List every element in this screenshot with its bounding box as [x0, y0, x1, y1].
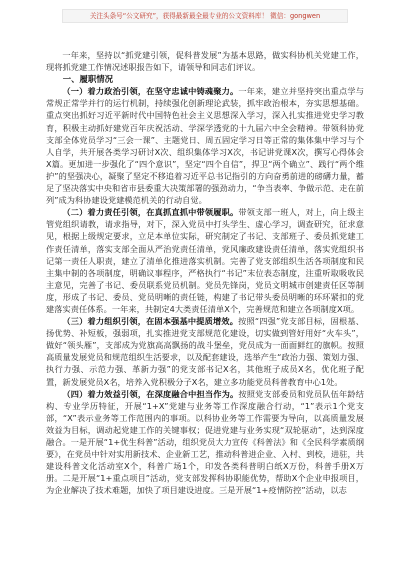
item-paragraph-organization: [46, 315, 364, 388]
item-paragraph-political: [46, 85, 364, 206]
item-body: 带领支部一班人，对上，向上级主管党组织请教，请求指导，对下，深入党员中打头学生、虚心学习，调查研究，征求意见，根据上级规定要求，立足本单位实际，研究制定了书记、支部班子、委员抓党建工作责任清单，落实支部全面从严治党责任清单，党风廉政建设责任清单，落实党组织书记第一责任人职责，建立了清单化推进落实机制。完善了党支部组织生活各项制度和民主集中制的各项制度，明确议事程序，严格执行“书记”末位表态制度，注重听取吸收民主意见，完善了书记、委员联系党员机制。党员先锋岗，党员文明城市创建责任区等制度，形成了书记、委员、党员明晰的责任链，构建了书记带头委员明晰的环环紧扣的党建落实责任体系。一年来，共制定4大类责任清单X个，完善规范和建立各项制度X项。: [46, 207, 364, 314]
item-paragraph-responsibility: [46, 206, 364, 315]
item-heading: （四）着力效益引领，在深度融合中担当作为。: [62, 388, 239, 399]
item-heading: （三）着力组织引领，在固本强基中提质增效。: [62, 316, 239, 327]
item-body: 按照党支部委员和党员队伍年龄结构、专业学历特征，开展“1+X”党建与业务等工作深度融合行动，“1”表示1个党支部，“X”表示业务等工作范围内的事项。以科协业务等工作需要为导向，以高质量发展效益为目标，调动起党建工作的关键事权；促进党建与业务实现“双轮驱动”，达到深度融合。一是开展“1+优生科普”活动，组织党员大力宣传《科普法》和《全民科学素质纲要》，在党员中针对实用新技术、企业新工艺，推动科普进企业、入村、到校，进驻，共建设科普文化活动室X个，科普广场1个，印发各类科普明白纸X万份，科普手册X万册。二是开展“1+重点项目”活动，党支部发挥科协职能优势，帮助X个企业申报项目，为企业解决了技术难题，加快了项目建设进度。三是开展“1+疫情防控”活动，以志: [46, 388, 364, 496]
item-paragraph-efficiency: [46, 388, 364, 497]
section-heading-performance: 一、履职情况: [62, 74, 114, 85]
item-heading: （一）着力政治引领，在坚守忠诚中铸魂聚力。: [62, 86, 239, 97]
item-body: 一年来，建立并坚持突出重点学与常规正常学并行的运行机制，持续强化创新理论武装，抓牢政治根本，夯实思想基础。重点突出抓好习近平新时代中国特色社会主义思想深入学习，深入扎实推进党史学习教育，积极主动抓好建党百年庆祝活动、学深学透党的十九届六中全会精神。带领科协党支部全体党员学习“三会一课”、主题党日、周五固定学习日等正常的集体集中学习与个人自学，共开展各类学习研讨X次、组织集体学习X次，书记讲党课X次，撰写心得体会X篇。更加进一步强化了“四个意识”，坚定“四个自信”，捍卫“两个确立”、践行“两个维护”的坚强决心，凝聚了坚定不移追着习近平总书记指引的方向奋勇前进的磅礴力量，蓄足了坚决落实中央和省市县委重大决策部署的强劲动力，“争当表率、争做示范、走在前列”成为科协建设党建模范机关的行动自觉。: [46, 86, 364, 206]
intro-paragraph: 一年来，坚持以“抓党建引领，促科普发展”为基本思路，做实科协机关党建工作，现将抓党建工作情况述职报告如下，请领导和同志们评议。: [46, 50, 364, 73]
item-heading: （二）着力责任引领，在真抓直抓中带领履职。: [62, 207, 239, 218]
item-body: 按照“四强”党支部目标，固根基、扬优势、补短板，强弱项，扎实推进党支部规范化建设，切实做到管好用好“火车头”，做好“领头雁”，支部成为党旗高高飘扬的战斗堡垒，党员成为一面面鲜红的旗帜。按照高质量发展党员和规范组织生活要求，以及配套建设，选举产生“政治力强、策划力强、执行力强、示范力强、革新力强”的党支部书记X名，其他班子成员X名，优化班子配置，新发展党员X名，培养入党积极分子X名，建立多功能党员科普教育中心1处。: [46, 316, 364, 387]
promo-banner: 关注头条号“公文研究”，获得最新最全最专业的公文资料库！ 微信：gongwen: [62, 9, 348, 23]
report-page: [46, 49, 364, 569]
